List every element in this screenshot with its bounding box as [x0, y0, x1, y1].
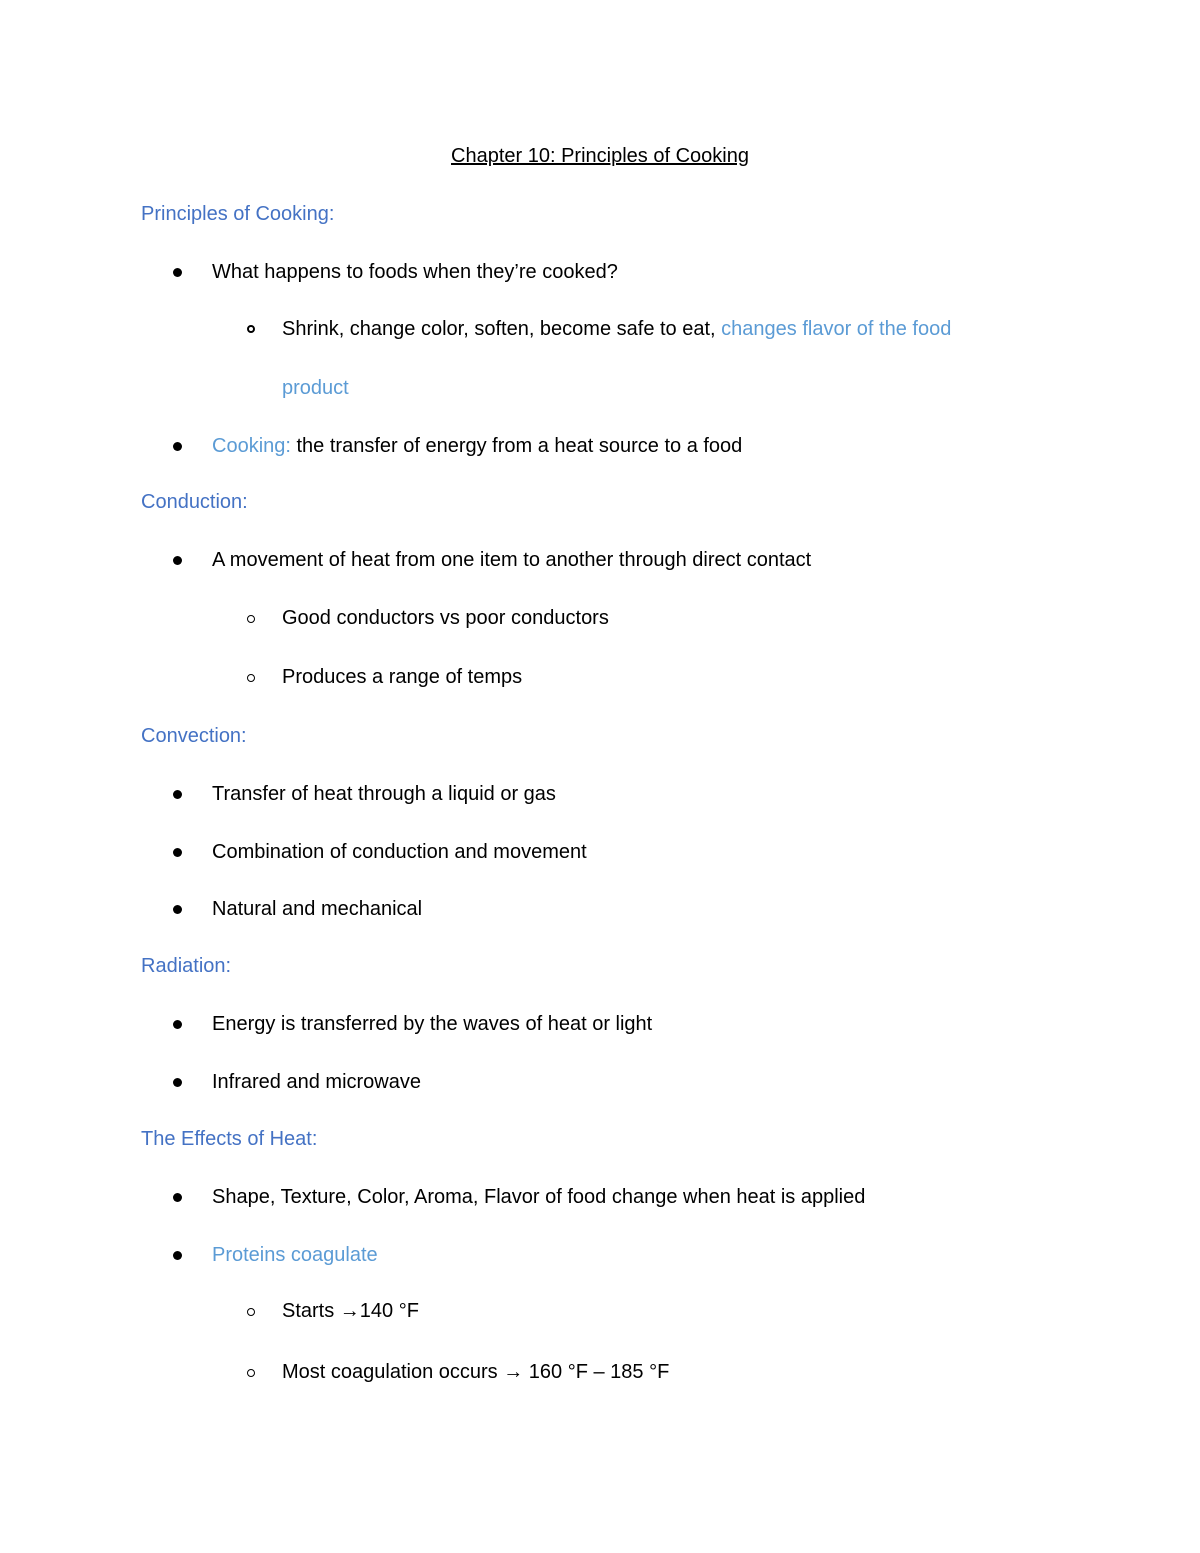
list-item: Transfer of heat through a liquid or gas	[212, 783, 556, 805]
list-item: Natural and mechanical	[212, 898, 423, 920]
section-heading-principles: Principles of Cooking:	[141, 203, 335, 225]
term-definition: the transfer of energy from a heat source to a food	[290, 435, 743, 457]
bullet-icon	[173, 1020, 182, 1029]
list-item: Infrared and microwave	[212, 1071, 421, 1093]
hollow-bullet-icon	[247, 674, 255, 682]
bullet-icon	[173, 1251, 182, 1260]
bullet-icon	[173, 442, 182, 451]
highlight-text-continuation: product	[282, 377, 349, 399]
list-item: Combination of conduction and movement	[212, 841, 587, 863]
highlight-text: changes flavor of the food	[721, 318, 952, 340]
bullet-icon	[173, 848, 182, 857]
list-item: What happens to foods when they’re cooked?	[212, 261, 618, 283]
section-heading-radiation: Radiation:	[141, 955, 232, 977]
list-subitem	[282, 317, 951, 341]
bullet-icon	[173, 556, 182, 565]
bullet-icon	[173, 905, 182, 914]
term-label: Cooking:	[212, 435, 291, 457]
bullet-icon	[173, 790, 182, 799]
list-subitem: Produces a range of temps	[282, 666, 523, 688]
list-subitem: Most coagulation occurs → 160 °F – 185 °F	[282, 1361, 670, 1383]
hollow-bullet-icon	[247, 1308, 255, 1316]
section-heading-conduction: Conduction:	[141, 491, 248, 513]
list-subitem: Starts →140 °F	[282, 1300, 419, 1322]
list-item	[212, 434, 742, 458]
list-item: A movement of heat from one item to another through direct contact	[212, 549, 812, 571]
list-subitem: Good conductors vs poor conductors	[282, 607, 609, 629]
hollow-bullet-icon	[247, 325, 255, 333]
section-heading-effects: The Effects of Heat:	[141, 1128, 318, 1150]
section-heading-convection: Convection:	[141, 725, 247, 747]
page-title: Chapter 10: Principles of Cooking	[451, 145, 749, 167]
hollow-bullet-icon	[247, 1369, 255, 1377]
list-subitem-text: Shrink, change color, soften, become safe to eat,	[282, 318, 722, 340]
bullet-icon	[173, 1078, 182, 1087]
list-item: Shape, Texture, Color, Aroma, Flavor of food change when heat is applied	[212, 1186, 866, 1208]
bullet-icon	[173, 268, 182, 277]
hollow-bullet-icon	[247, 615, 255, 623]
bullet-icon	[173, 1193, 182, 1202]
list-item: Proteins coagulate	[212, 1244, 378, 1266]
list-item: Energy is transferred by the waves of heat or light	[212, 1013, 653, 1035]
